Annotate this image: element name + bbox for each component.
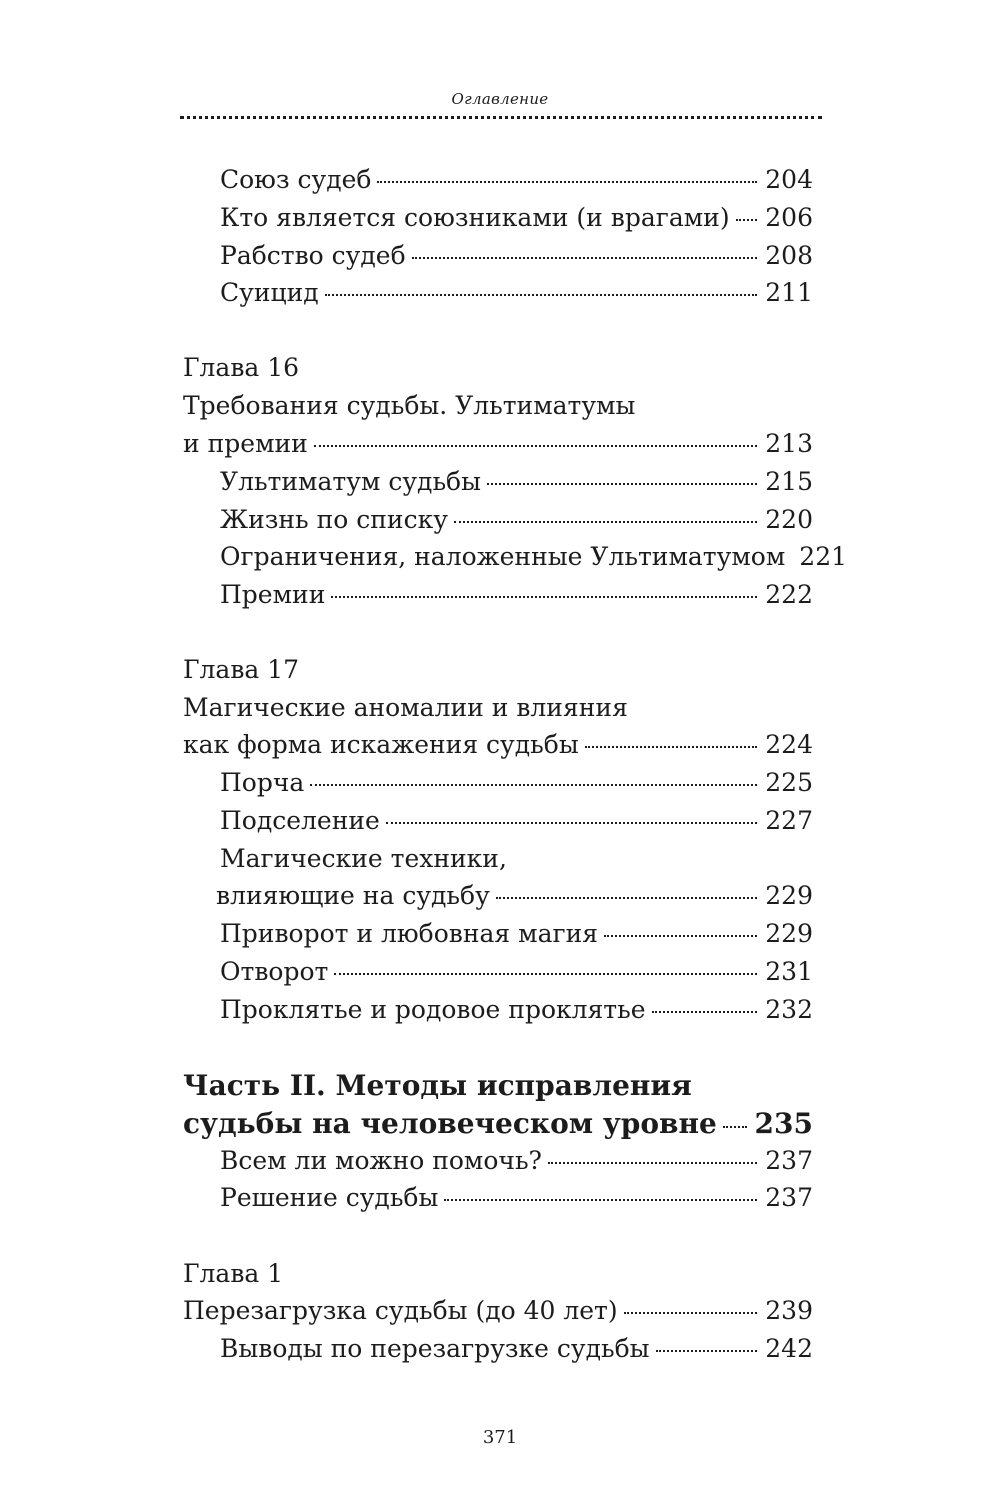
- toc-entry-page: 235: [754, 1107, 813, 1140]
- dot-leader: [444, 1199, 757, 1201]
- toc-entry[interactable]: [220, 202, 813, 234]
- toc-entry-page: 211: [765, 278, 813, 307]
- toc-entry-page: 208: [765, 241, 813, 270]
- toc-entry-title: Отворот: [220, 957, 329, 986]
- toc-entry[interactable]: [220, 956, 813, 988]
- dot-leader: [723, 1126, 747, 1128]
- dot-leader: [652, 1011, 758, 1013]
- dot-leader: [325, 294, 758, 296]
- dot-leader: [412, 257, 758, 259]
- toc-entry[interactable]: [220, 1145, 813, 1177]
- toc-entry[interactable]: [183, 729, 813, 761]
- toc-entry[interactable]: [220, 1182, 813, 1214]
- dot-leader: [314, 445, 757, 447]
- dot-leader: [487, 483, 757, 485]
- toc-entry[interactable]: [220, 805, 813, 837]
- dot-leader: [624, 1312, 758, 1314]
- toc-entry-page: 224: [765, 730, 813, 759]
- toc-entry[interactable]: [216, 880, 813, 912]
- toc-entry[interactable]: [220, 994, 813, 1026]
- toc-entry-page: 229: [765, 881, 813, 910]
- toc-entry-title: Порча: [220, 768, 305, 797]
- toc-entry-title: Выводы по перезагрузке судьбы: [220, 1334, 650, 1363]
- toc-entry-title: Перезагрузка судьбы (до 40 лет): [183, 1296, 618, 1325]
- toc-entry[interactable]: [220, 277, 813, 309]
- toc-entry[interactable]: [220, 504, 813, 536]
- toc-entry-title: Всем ли можно помочь?: [220, 1146, 542, 1175]
- toc-entry-title: Ультиматум судьбы: [220, 467, 481, 496]
- toc-entry[interactable]: [220, 579, 813, 611]
- toc-entry-part[interactable]: [183, 1106, 813, 1142]
- toc-entry-title: Ограничения, наложенные Ультиматумом: [220, 542, 786, 571]
- toc-entry-page: 206: [765, 203, 813, 232]
- dot-leader: [310, 784, 757, 786]
- toc-entry[interactable]: [220, 541, 848, 573]
- toc-entry-title: Решение судьбы: [220, 1183, 439, 1212]
- dot-leader: [377, 181, 757, 183]
- toc-entry[interactable]: [220, 164, 813, 196]
- chapter-title-line: Требования судьбы. Ультиматумы: [183, 391, 636, 420]
- page-number: 371: [482, 1427, 518, 1448]
- toc-entry[interactable]: [220, 918, 813, 950]
- toc-entry-title: Подселение: [220, 806, 380, 835]
- dot-leader: [334, 973, 757, 975]
- toc-entry-page: 215: [765, 467, 813, 496]
- running-head: Оглавление: [451, 90, 549, 108]
- chapter-heading: Глава 17: [183, 655, 300, 684]
- toc-entry-page: 237: [765, 1183, 813, 1212]
- dot-leader: [736, 219, 758, 221]
- toc-entry-page: 242: [765, 1334, 813, 1363]
- toc-entry-title: влияющие на судьбу: [216, 881, 490, 910]
- toc-entry-page: 225: [765, 768, 813, 797]
- chapter-title-line: Магические аномалии и влияния: [183, 693, 628, 722]
- toc-entry-title: Премии: [220, 580, 326, 609]
- toc-entry-title: как форма искажения судьбы: [183, 730, 579, 759]
- toc-entry[interactable]: [183, 1295, 813, 1327]
- toc-entry-title: Суицид: [220, 278, 319, 307]
- toc-entry-page: 222: [765, 580, 813, 609]
- toc-entry-page: 213: [765, 429, 813, 458]
- toc-entry[interactable]: [220, 466, 813, 498]
- toc-entry-title: судьбы на человеческом уровне: [183, 1107, 717, 1140]
- chapter-heading: Глава 16: [183, 353, 300, 382]
- toc-entry-page: 220: [765, 505, 813, 534]
- toc-entry-page: 237: [765, 1146, 813, 1175]
- toc-entry-title: Рабство судеб: [220, 241, 406, 270]
- toc-entry-page: 231: [765, 957, 813, 986]
- toc-entry-page: 204: [765, 165, 813, 194]
- toc-entry[interactable]: [220, 240, 813, 272]
- dot-leader: [454, 521, 757, 523]
- toc-entry-page: 232: [765, 995, 813, 1024]
- part-heading: Часть II. Методы исправления: [183, 1069, 692, 1102]
- toc-entry-title: Жизнь по списку: [220, 505, 448, 534]
- toc-entry-title: Союз судеб: [220, 165, 372, 194]
- toc-entry-title: Кто является союзниками (и врагами): [220, 203, 730, 232]
- dot-leader: [548, 1162, 757, 1164]
- toc-entry-title: и премии: [183, 429, 308, 458]
- toc-entry-page: 221: [799, 542, 848, 571]
- dot-leader: [656, 1350, 758, 1352]
- toc-entry-page: 227: [765, 806, 813, 835]
- toc-entry-page: 229: [765, 919, 813, 948]
- toc-entry[interactable]: [220, 767, 813, 799]
- dot-leader: [604, 935, 757, 937]
- toc-entry[interactable]: [220, 1333, 813, 1365]
- dot-leader: [585, 746, 758, 748]
- toc-entry-title-line: Магические техники,: [220, 844, 507, 873]
- toc-entry[interactable]: [183, 428, 813, 460]
- toc-entry-title: Проклятье и родовое проклятье: [220, 995, 646, 1024]
- dot-leader: [496, 897, 757, 899]
- dot-leader: [331, 596, 757, 598]
- chapter-heading: Глава 1: [183, 1259, 284, 1288]
- toc-entry-page: 239: [765, 1296, 813, 1325]
- toc-entry-title: Приворот и любовная магия: [220, 919, 599, 948]
- dot-leader: [386, 822, 757, 824]
